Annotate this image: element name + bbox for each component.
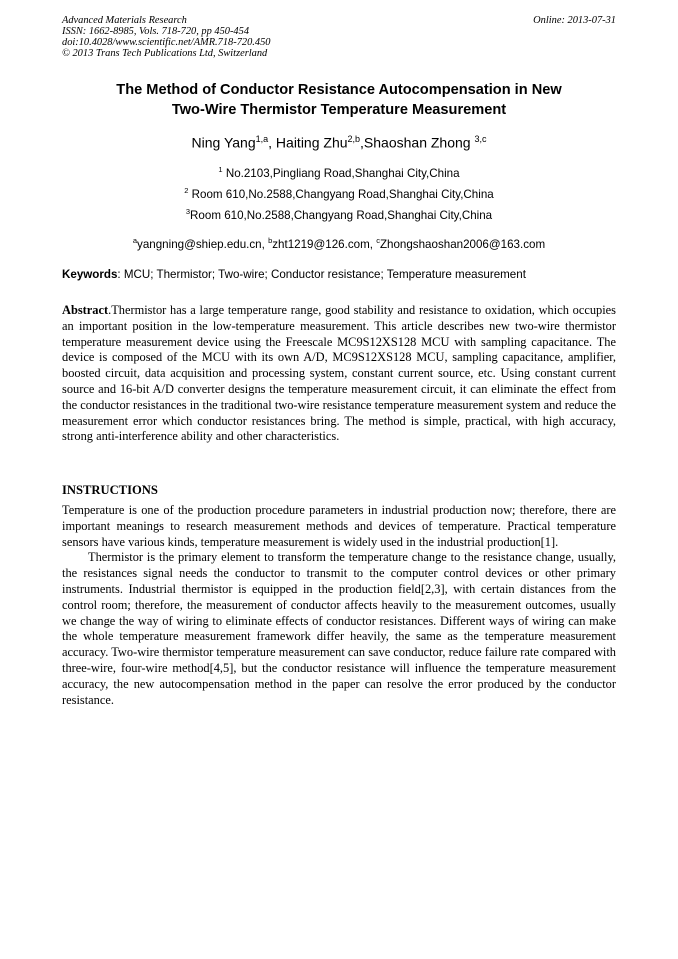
online-date: Online: 2013-07-31	[533, 15, 616, 26]
title-line-1: The Method of Conductor Resistance Autocompensation in New	[116, 82, 562, 98]
journal-header	[62, 15, 616, 59]
title-line-2: Two-Wire Thermistor Temperature Measurement	[171, 102, 507, 118]
email-mark: a	[132, 236, 138, 245]
abstract-label: Abstract	[62, 303, 109, 317]
email-address: Zhongshaoshan2006@163.com	[379, 237, 546, 251]
author-affiliation-mark: 1,a	[255, 134, 269, 144]
abstract-paragraph	[62, 303, 616, 445]
author-affiliation-mark: 2,b	[347, 134, 361, 144]
introduction-body	[62, 503, 616, 708]
affiliation-text: Room 610,No.2588,Changyang Road,Shanghai City,China	[188, 187, 494, 201]
abstract	[62, 303, 616, 445]
keywords	[62, 268, 616, 282]
journal-doi: doi:10.4028/www.scientific.net/AMR.718-720.450	[62, 37, 271, 48]
affiliation-2	[62, 184, 616, 202]
affiliation-mark: 2	[184, 186, 189, 195]
author-affiliation-mark: 3,c	[474, 134, 487, 144]
keywords-label: Keywords	[62, 268, 118, 281]
journal-issn: ISSN: 1662-8985, Vols. 718-720, pp 450-454	[62, 26, 250, 37]
author-separator: ,	[360, 134, 364, 151]
author-emails	[62, 234, 616, 252]
affiliation-text: Room 610,No.2588,Changyang Road,Shanghai City,China	[190, 208, 493, 222]
keywords-text: : MCU; Thermistor; Two-wire; Conductor resistance; Temperature measurement	[117, 268, 526, 281]
author-name: Haiting Zhu	[275, 134, 348, 151]
affiliation-mark: 3	[185, 207, 191, 216]
author-name: Ning Yang	[191, 134, 256, 151]
author-list	[62, 130, 616, 152]
affiliation-text: No.2103,Pingliang Road,Shanghai City,China	[222, 166, 460, 180]
journal-copyright: © 2013 Trans Tech Publications Ltd, Switzerland	[62, 48, 268, 59]
affiliation-mark: 1	[218, 165, 223, 174]
email-address: zht1219@126.com,	[272, 237, 377, 251]
journal-name: Advanced Materials Research	[62, 15, 187, 26]
section-heading: INSTRUCTIONS	[62, 483, 158, 497]
intro-paragraph-2: Thermistor is the primary element to transform the temperature change to the resistance change, usually, the resistances signal needs the conductor to transmit to the computer control devices or other primary instruments. Industrial thermistor is equipped in the production field[2,3], with certain distances from the control room; therefore, the measurement of conductor affects heavily to the measurement outcomes, usually we change the way of wiring to eliminate effects of conductor resistances. Different ways of wiring can make the whole temperature measurement framework differ heavily, the same as the temperature measurement accuracy. Two-wire thermistor temperature measurement can save conductor, reduce failure rate compared with three-wire, four-wire method[4,5], but the conductor resistance will influence the temperature measurement accuracy, the new autocompensation method in the paper can resolve the error produced by the conductor resistance.	[62, 550, 616, 707]
author-name: Shaoshan Zhong	[363, 134, 475, 151]
intro-paragraph-1: Temperature is one of the production procedure parameters in industrial production now; therefore, there are important meanings to research measurement methods and devices of temperature. Practical temperature sensors have various kinds, temperature measurement is widely used in the industrial production[1].	[62, 503, 616, 549]
email-mark: b	[268, 236, 273, 245]
abstract-text: .Thermistor has a large temperature range, good stability and resistance to oxidation, which occupies an important position in the low-temperature measurement. This article describes new two-wire thermistor temperature measurement device using the Freescale MC9S12XS128 MCU with sampling capacitance. The device is composed of the MCU with its own A/D, MC9S12XS128 MCU, sampling capacitance, amplifier, boosted circuit, data acquisition and processing system, constant current source, etc. Using constant current source and 16-bit A/D converter designs the temperature measurement circuit, it can eliminate the effect from the conductor resistances in the traditional two-wire resistance temperature measurement system and reduce the measurement error which conductor resistances bring. The method is simple, practical, with high accuracy, strong anti-interference ability and other characteristics.	[62, 303, 616, 444]
author-separator: ,	[268, 134, 276, 151]
affiliation-1	[62, 163, 616, 181]
email-mark: c	[376, 236, 380, 245]
affiliation-3	[62, 205, 616, 223]
paper-title	[62, 80, 616, 120]
email-address: yangning@shiep.edu.cn,	[137, 237, 269, 251]
